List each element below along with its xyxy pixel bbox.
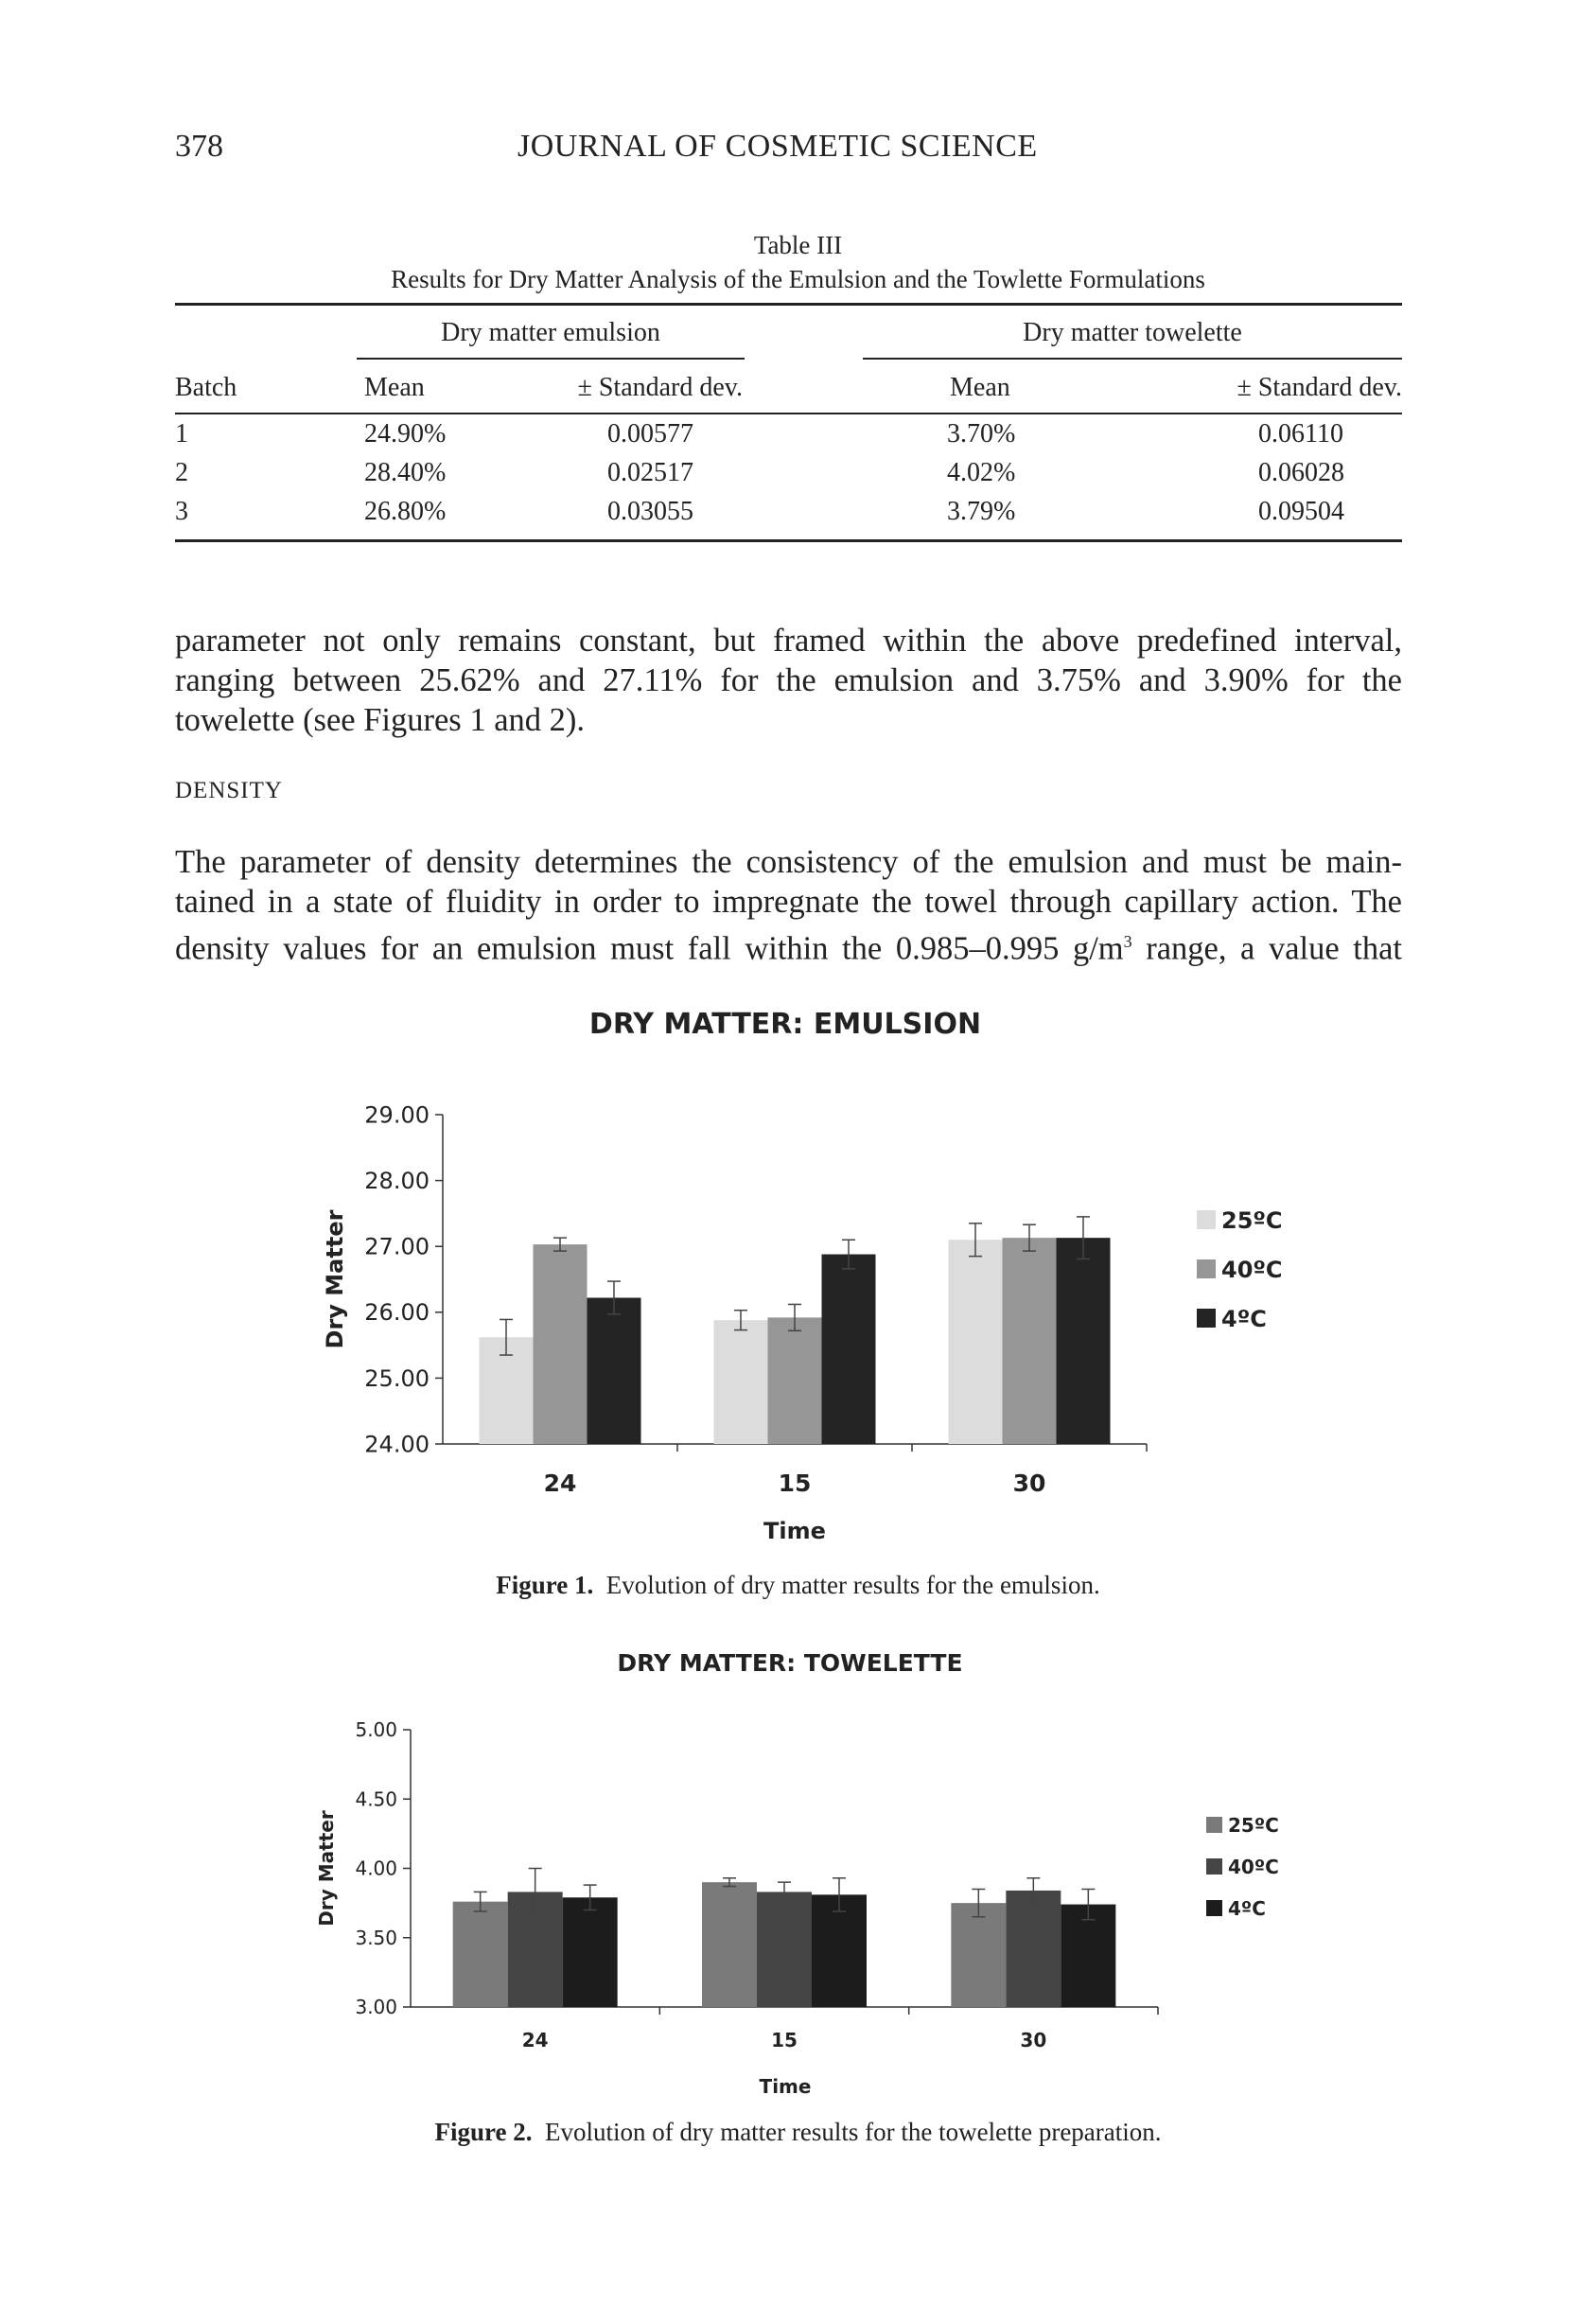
chart-dry-matter-towelette bbox=[284, 1635, 1279, 2099]
bar bbox=[951, 1903, 1006, 2007]
group-rule-emulsion bbox=[357, 358, 745, 360]
bar bbox=[702, 1882, 757, 2007]
x-tick-label: 15 bbox=[778, 1470, 812, 1497]
y-tick-label: 3.50 bbox=[355, 1926, 397, 1949]
bar bbox=[714, 1320, 768, 1444]
y-tick-label: 3.00 bbox=[355, 1996, 397, 2018]
paragraph-line: tained in a state of fluidity in order to impregnate the towel through capillary action. The bbox=[175, 884, 1402, 920]
cell-towelette-sd: 0.09504 bbox=[1258, 497, 1344, 526]
legend-swatch bbox=[1206, 1900, 1222, 1916]
legend-swatch bbox=[1197, 1259, 1216, 1278]
figure-label: Figure 2. bbox=[434, 2118, 533, 2146]
chart-title: DRY MATTER: EMULSION bbox=[588, 1008, 982, 1041]
legend-swatch bbox=[1197, 1309, 1216, 1328]
legend-label: 40ºC bbox=[1228, 1856, 1279, 1878]
y-axis-label: Dry Matter bbox=[315, 1810, 338, 1927]
legend-label: 25ºC bbox=[1228, 1814, 1279, 1837]
x-tick-label: 30 bbox=[1020, 2029, 1047, 2051]
y-tick-label: 29.00 bbox=[364, 1101, 430, 1129]
cell-towelette-sd: 0.06110 bbox=[1258, 419, 1343, 449]
bar bbox=[949, 1240, 1003, 1444]
paragraph-line bbox=[175, 922, 1402, 967]
bar bbox=[768, 1317, 822, 1444]
chart-dry-matter-emulsion bbox=[284, 994, 1283, 1552]
x-axis-label: Time bbox=[759, 2075, 812, 2098]
table-title: Table III bbox=[753, 231, 843, 259]
bar bbox=[1006, 1891, 1061, 2007]
legend-swatch bbox=[1197, 1210, 1216, 1229]
column-header-towelette-mean: Mean bbox=[950, 373, 1010, 402]
legend-swatch bbox=[1206, 1858, 1222, 1875]
paragraph-line: ranging between 25.62% and 27.11% for the emulsion and 3.75% and 3.90% for the bbox=[175, 662, 1402, 698]
y-tick-label: 25.00 bbox=[364, 1364, 430, 1392]
bar bbox=[534, 1244, 588, 1444]
bar bbox=[453, 1902, 508, 2007]
cell-emulsion-mean: 26.80% bbox=[364, 497, 447, 526]
table-header-rule bbox=[175, 413, 1402, 414]
y-tick-label: 5.00 bbox=[355, 1718, 397, 1741]
paragraph-line-start: density values for an emulsion must fall within the 0.985–0.995 g/m bbox=[175, 930, 1124, 967]
cell-emulsion-sd: 0.02517 bbox=[607, 458, 693, 487]
journal-title: JOURNAL OF COSMETIC SCIENCE bbox=[517, 129, 1038, 164]
group-header-towelette: Dry matter towelette bbox=[1023, 318, 1242, 347]
cell-towelette-sd: 0.06028 bbox=[1258, 458, 1344, 487]
y-tick-label: 24.00 bbox=[364, 1431, 430, 1458]
column-header-batch: Batch bbox=[175, 373, 237, 402]
bar bbox=[822, 1255, 876, 1444]
x-tick-label: 15 bbox=[771, 2029, 798, 2051]
legend-label: 4ºC bbox=[1228, 1897, 1266, 1920]
page-number: 378 bbox=[175, 129, 223, 164]
bar bbox=[1057, 1238, 1111, 1444]
bar bbox=[1003, 1238, 1057, 1444]
body-paragraph bbox=[175, 842, 1402, 967]
bar bbox=[563, 1897, 618, 2007]
paragraph-line: parameter not only remains constant, but framed within the above predefined interval, bbox=[175, 623, 1402, 659]
cell-emulsion-sd: 0.00577 bbox=[607, 419, 693, 449]
group-header-emulsion: Dry matter emulsion bbox=[441, 318, 660, 347]
y-tick-label: 4.00 bbox=[355, 1857, 397, 1880]
cell-towelette-mean: 4.02% bbox=[947, 458, 1016, 487]
cell-towelette-mean: 3.70% bbox=[947, 419, 1016, 449]
paragraph-line: The parameter of density determines the consistency of the emulsion and must be main- bbox=[175, 844, 1402, 880]
table-caption: Results for Dry Matter Analysis of the Emulsion and the Towlette Formulations bbox=[391, 265, 1205, 293]
figure-label: Figure 1. bbox=[496, 1571, 594, 1599]
table-top-rule bbox=[175, 303, 1402, 306]
paragraph-line-end: range, a value that bbox=[1131, 930, 1402, 967]
column-header-towelette-sd: ± Standard dev. bbox=[1236, 373, 1402, 402]
y-tick-label: 4.50 bbox=[355, 1787, 397, 1811]
section-heading: DENSITY bbox=[175, 778, 283, 803]
cell-batch: 1 bbox=[175, 419, 188, 449]
figure-2-caption bbox=[0, 2118, 1596, 2147]
cell-batch: 3 bbox=[175, 497, 188, 526]
cell-emulsion-mean: 28.40% bbox=[364, 458, 447, 487]
cell-emulsion-mean: 24.90% bbox=[364, 419, 447, 449]
column-header-emulsion-mean: Mean bbox=[364, 373, 425, 402]
y-tick-label: 28.00 bbox=[364, 1168, 430, 1194]
table-bottom-rule bbox=[175, 539, 1402, 542]
x-axis-label: Time bbox=[763, 1518, 826, 1544]
y-tick-label: 26.00 bbox=[364, 1299, 430, 1327]
bar bbox=[757, 1892, 812, 2007]
column-header-emulsion-sd: ± Standard dev. bbox=[577, 373, 743, 402]
legend-swatch bbox=[1206, 1817, 1222, 1833]
x-tick-label: 24 bbox=[521, 2029, 549, 2051]
cell-towelette-mean: 3.79% bbox=[947, 497, 1016, 526]
legend-label: 4ºC bbox=[1221, 1306, 1267, 1332]
figure-caption-text: Evolution of dry matter results for the emulsion. bbox=[605, 1571, 1100, 1599]
y-tick-label: 27.00 bbox=[364, 1233, 430, 1260]
x-tick-label: 30 bbox=[1012, 1470, 1046, 1497]
cell-batch: 2 bbox=[175, 458, 188, 487]
paragraph-line: towelette (see Figures 1 and 2). bbox=[175, 702, 586, 738]
group-rule-towelette bbox=[863, 358, 1402, 360]
body-paragraph bbox=[175, 621, 1402, 740]
bar bbox=[588, 1297, 641, 1444]
cell-emulsion-sd: 0.03055 bbox=[607, 497, 693, 526]
superscript: 3 bbox=[1123, 932, 1132, 951]
legend-label: 40ºC bbox=[1221, 1257, 1283, 1283]
figure-1-caption bbox=[0, 1571, 1596, 1600]
x-tick-label: 24 bbox=[543, 1470, 577, 1497]
figure-caption-text: Evolution of dry matter results for the towelette preparation. bbox=[544, 2118, 1162, 2146]
legend-label: 25ºC bbox=[1221, 1207, 1283, 1234]
chart-title: DRY MATTER: TOWELETTE bbox=[617, 1649, 963, 1677]
y-axis-label: Dry Matter bbox=[322, 1209, 348, 1349]
